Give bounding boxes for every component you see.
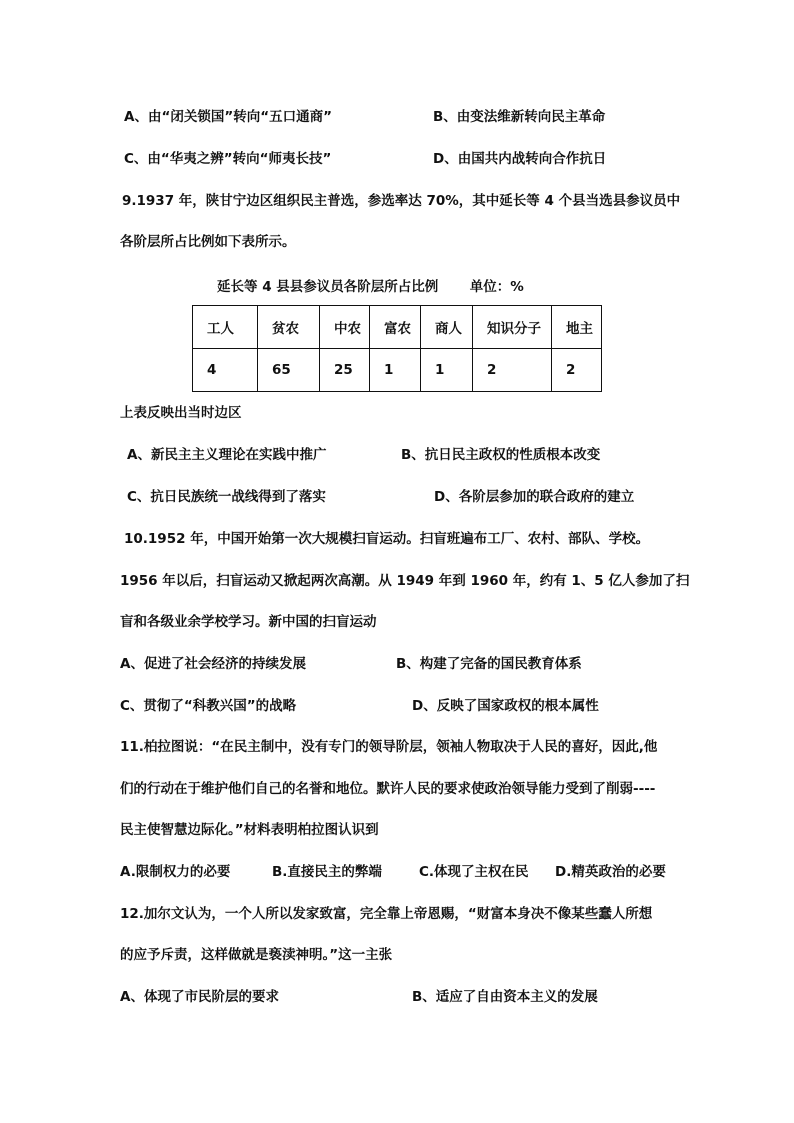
q10-stem-line1: 10.1952 年，中国开始第一次大规模扫盲运动。扫盲班遍布工厂、农村、部队、学校。 (124, 531, 650, 547)
table-value-cell: 25 (320, 349, 370, 392)
q9-stem-line1: 9.1937 年，陕甘宁边区组织民主普选，参选率达 70%，其中延长等 4 个县当选县参议员中 (122, 193, 681, 209)
q11-stem-line2: 们的行动在于维护他们自己的名誉和地位。默许人民的要求使政治领导能力受到了削弱---- (120, 781, 656, 797)
table-header-cell: 贫农 (258, 306, 320, 349)
q11-option-b: B.直接民主的弊端 (272, 864, 382, 880)
q10-stem-line3: 盲和各级业余学校学习。新中国的扫盲运动 (120, 614, 377, 630)
table-header-cell: 中农 (320, 306, 370, 349)
table-header-cell: 工人 (193, 306, 258, 349)
q9-option-a: A、新民主主义理论在实践中推广 (127, 447, 327, 463)
table-header-cell: 富农 (370, 306, 421, 349)
q11-stem-line1: 11.柏拉图说：“在民主制中，没有专门的领导阶层，领袖人物取决于人民的喜好，因此,他 (120, 739, 658, 755)
q8-option-c: C、由“华夷之辨”转向“师夷长技” (124, 151, 332, 167)
table-unit: 单位：% (469, 279, 524, 295)
q10-option-c: C、贯彻了“科教兴国”的战略 (120, 698, 297, 714)
q9-stem-line3: 上表反映出当时边区 (120, 405, 242, 421)
q8-option-a: A、由“闭关锁国”转向“五口通商” (124, 109, 332, 125)
stratum-ratio-table (192, 305, 602, 392)
q10-stem-line2: 1956 年以后，扫盲运动又掀起两次高潮。从 1949 年到 1960 年，约有 1、5 亿人参加了扫 (120, 573, 690, 589)
table-value-cell: 4 (193, 349, 258, 392)
q9-option-b: B、抗日民主政权的性质根本改变 (401, 447, 601, 463)
q12-stem-line2: 的应予斥责，这样做就是亵渎神明。”这一主张 (120, 947, 393, 963)
q12-option-b: B、适应了自由资本主义的发展 (412, 989, 598, 1005)
q10-option-d: D、反映了国家政权的根本属性 (412, 698, 599, 714)
table-value-cell: 65 (258, 349, 320, 392)
q8-option-b: B、由变法维新转向民主革命 (433, 109, 606, 125)
q10-option-a: A、促进了社会经济的持续发展 (120, 656, 306, 672)
table-value-cell: 2 (552, 349, 602, 392)
table-value-cell: 2 (473, 349, 552, 392)
q11-option-a: A.限制权力的必要 (120, 864, 231, 880)
table-value-cell: 1 (370, 349, 421, 392)
table-header-cell: 知识分子 (473, 306, 552, 349)
table-header-cell: 商人 (421, 306, 473, 349)
table-value-cell: 1 (421, 349, 473, 392)
q12-stem-line1: 12.加尔文认为，一个人所以发家致富，完全靠上帝恩赐，“财富本身决不像某些蠢人所想 (120, 906, 653, 922)
table-value-row (193, 349, 602, 392)
q8-option-d: D、由国共内战转向合作抗日 (433, 151, 607, 167)
q9-option-c: C、抗日民族统一战线得到了落实 (127, 489, 326, 505)
q10-option-b: B、构建了完备的国民教育体系 (396, 656, 582, 672)
q9-stem-line2: 各阶层所占比例如下表所示。 (120, 234, 296, 250)
q12-option-a: A、体现了市民阶层的要求 (120, 989, 279, 1005)
table-header-row (193, 306, 602, 349)
q11-stem-line3: 民主使智慧边际化。”材料表明柏拉图认识到 (120, 822, 379, 838)
q11-option-d: D.精英政治的必要 (555, 864, 666, 880)
table-title: 延长等 4 县县参议员各阶层所占比例 (217, 279, 439, 295)
table-header-cell: 地主 (552, 306, 602, 349)
table-caption (217, 275, 524, 295)
q9-option-d: D、各阶层参加的联合政府的建立 (434, 489, 635, 505)
q11-option-c: C.体现了主权在民 (419, 864, 529, 880)
